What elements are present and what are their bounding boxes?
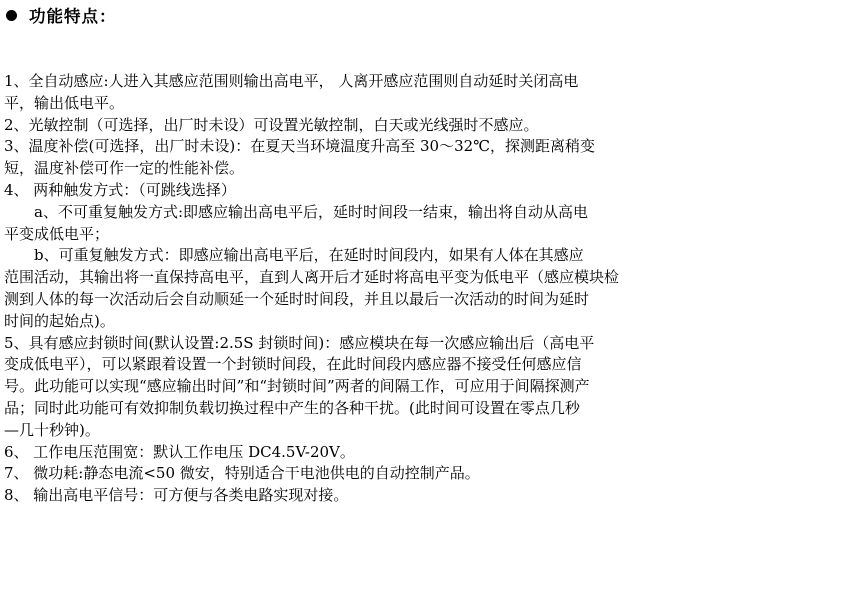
text-line: 号。此功能可以实现“感应输出时间”和“封锁时间”两者的间隔工作，可应用于间隔探测产 [4,377,590,396]
text-line: 4、 两种触发方式：（可跳线选择） [4,180,236,199]
text-line: 时间的起始点)。 [4,311,115,330]
text-line: 6、 工作电压范围宽：默认工作电压 DC4.5V-20V。 [4,442,355,461]
text-line: 7、 微功耗:静态电流<50 微安，特别适合干电池供电的自动控制产品。 [4,464,480,483]
text-line: a、不可重复触发方式:即感应输出高电平后，延时时间段一结束，输出将自动从高电 [34,202,589,221]
feature-list [4,71,838,507]
text-line: 平，输出低电平。 [4,93,125,112]
text-line: 变成低电平），可以紧跟着设置一个封锁时间段，在此时间段内感应器不接受任何感应信 [4,355,582,374]
section-heading [6,0,117,30]
text-line: b、可重复触发方式：即感应输出高电平后，在延时时间段内，如果有人体在其感应 [34,246,584,265]
text-line: 平变成低电平； [4,224,110,243]
heading-text: 功能特点： [29,7,117,26]
text-line: 测到人体的每一次活动后会自动顺延一个延时时间段，并且以最后一次活动的时间为延时 [4,289,590,308]
text-line: 5、具有感应封锁时间(默认设置:2.5S 封锁时间)：感应模块在每一次感应输出后（高电平 [4,333,595,352]
text-line: 品；同时此功能可有效抑制负载切换过程中产生的各种干扰。(此时间可设置在零点几秒 [4,398,580,417]
text-line: 2、光敏控制（可选择，出厂时未设）可设置光敏控制，白天或光线强时不感应。 [4,115,539,134]
text-line: 范围活动，其输出将一直保持高电平，直到人离开后才延时将高电平变为低电平（感应模块检 [4,268,620,287]
text-line: 3、温度补偿(可选择，出厂时未设)：在夏天当环境温度升高至 30～32℃，探测距离稍变 [4,137,595,156]
text-line: 1、全自动感应:人进入其感应范围则输出高电平， 人离开感应范围则自动延时关闭高电 [4,72,579,90]
bullet-icon [6,10,17,21]
text-line: 8、 输出高电平信号：可方便与各类电路实现对接。 [4,486,349,505]
text-line: 短，温度补偿可作一定的性能补偿。 [4,159,245,178]
text-line: —几十秒钟)。 [4,420,100,439]
